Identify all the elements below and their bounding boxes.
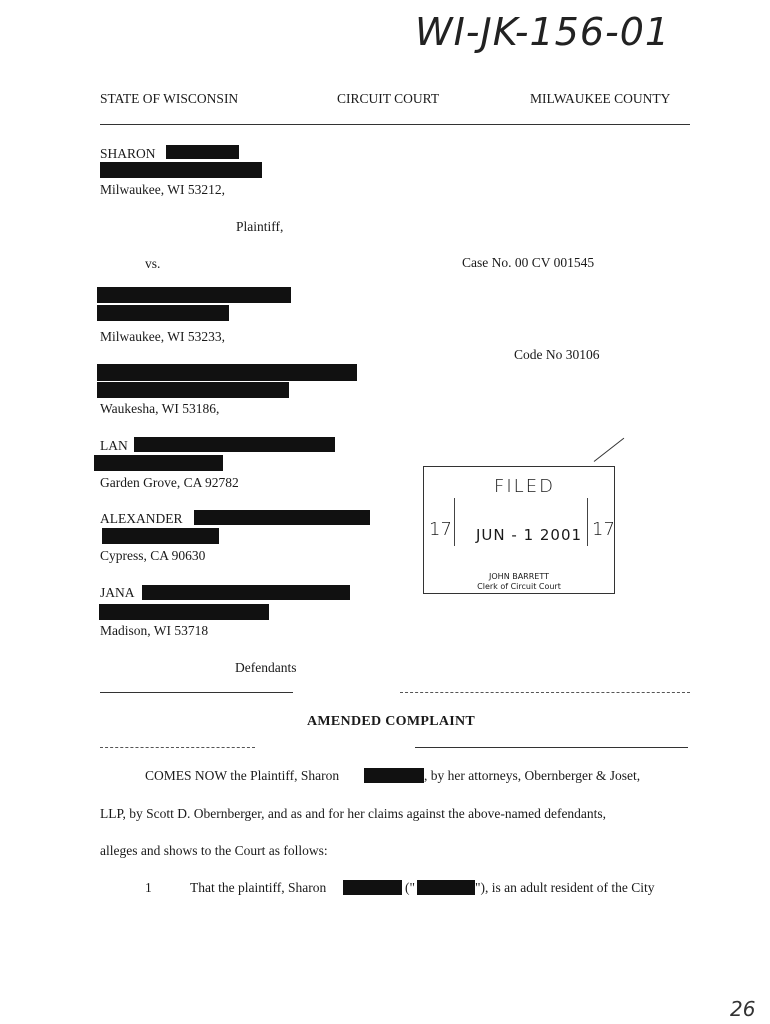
versus-label: vs. (145, 256, 161, 271)
defendant-1-city: Milwaukee, WI 53233, (100, 329, 225, 344)
defendant-4-city: Cypress, CA 90630 (100, 548, 206, 563)
plaintiff-address-redaction (100, 162, 262, 178)
stamp-clerk-title: Clerk of Circuit Court (477, 582, 561, 591)
defendant-1-address-redaction (97, 305, 229, 321)
caption-rule-right (400, 692, 690, 693)
paragraph-1a: That the plaintiff, Sharon (190, 880, 327, 895)
paragraph-defined-term-redaction (417, 880, 475, 895)
defendant-2-address-redaction (97, 382, 289, 398)
plaintiff-city: Milwaukee, WI 53212, (100, 182, 225, 197)
body-line-2: LLP, by Scott D. Obernberger, and as and for her claims against the above-named defendants, (100, 806, 607, 821)
defendant-3-name: LAN (100, 438, 128, 453)
defendant-4-name: ALEXANDER (100, 511, 183, 526)
defendant-5-city: Madison, WI 53718 (100, 623, 209, 638)
stamp-day-right: 17 (592, 519, 615, 540)
handwritten-file-number: WI-JK-156-01 (415, 10, 671, 54)
title-rule-right (415, 747, 688, 748)
body-line-1b: , by her attorneys, Obernberger & Joset, (424, 768, 641, 783)
defendant-3-surname-redaction (134, 437, 335, 452)
stamp-mark (594, 438, 625, 462)
defendant-5-address-redaction (99, 604, 269, 620)
defendant-2-city: Waukesha, WI 53186, (100, 401, 220, 416)
defendant-5-surname-redaction (142, 585, 350, 600)
defendant-3-address-redaction (94, 455, 223, 471)
body-line-1a: COMES NOW the Plaintiff, Sharon (145, 768, 340, 783)
defendant-3-city: Garden Grove, CA 92782 (100, 475, 239, 490)
code-number: Code No 30106 (514, 347, 600, 362)
plaintiff-role: Plaintiff, (236, 219, 284, 234)
filed-stamp (423, 466, 615, 594)
plaintiff-name: SHARON (100, 146, 156, 161)
paragraph-1b: (" (405, 880, 416, 895)
title-rule-left (100, 747, 255, 748)
defendant-4-address-redaction (102, 528, 219, 544)
state-heading: STATE OF WISCONSIN (100, 91, 239, 106)
paragraph-surname-redaction (343, 880, 402, 895)
header-rule (100, 124, 690, 125)
defendant-2-name-redaction (97, 364, 357, 381)
document-title: AMENDED COMPLAINT (307, 714, 476, 729)
defendants-label: Defendants (235, 660, 297, 675)
stamp-day-left: 17 (429, 519, 452, 540)
stamp-date: JUN - 1 2001 (476, 526, 583, 544)
case-number: Case No. 00 CV 001545 (462, 255, 595, 270)
stamp-filed-label: FILED (494, 476, 555, 497)
paragraph-number: 1 (145, 880, 152, 895)
page-number: 26 (730, 997, 756, 1021)
caption-rule-left (100, 692, 293, 693)
body-line-3: alleges and shows to the Court as follows: (100, 843, 328, 858)
stamp-clerk-name: JOHN BARRETT (489, 572, 549, 581)
defendant-1-name-redaction (97, 287, 291, 303)
county-heading: MILWAUKEE COUNTY (530, 91, 671, 106)
court-heading: CIRCUIT COURT (337, 91, 440, 106)
defendant-4-surname-redaction (194, 510, 370, 525)
defendant-5-name: JANA (100, 585, 135, 600)
plaintiff-surname-redaction (166, 145, 239, 159)
body-plaintiff-surname-redaction (364, 768, 424, 783)
paragraph-1c: "), is an adult resident of the City (475, 880, 655, 895)
